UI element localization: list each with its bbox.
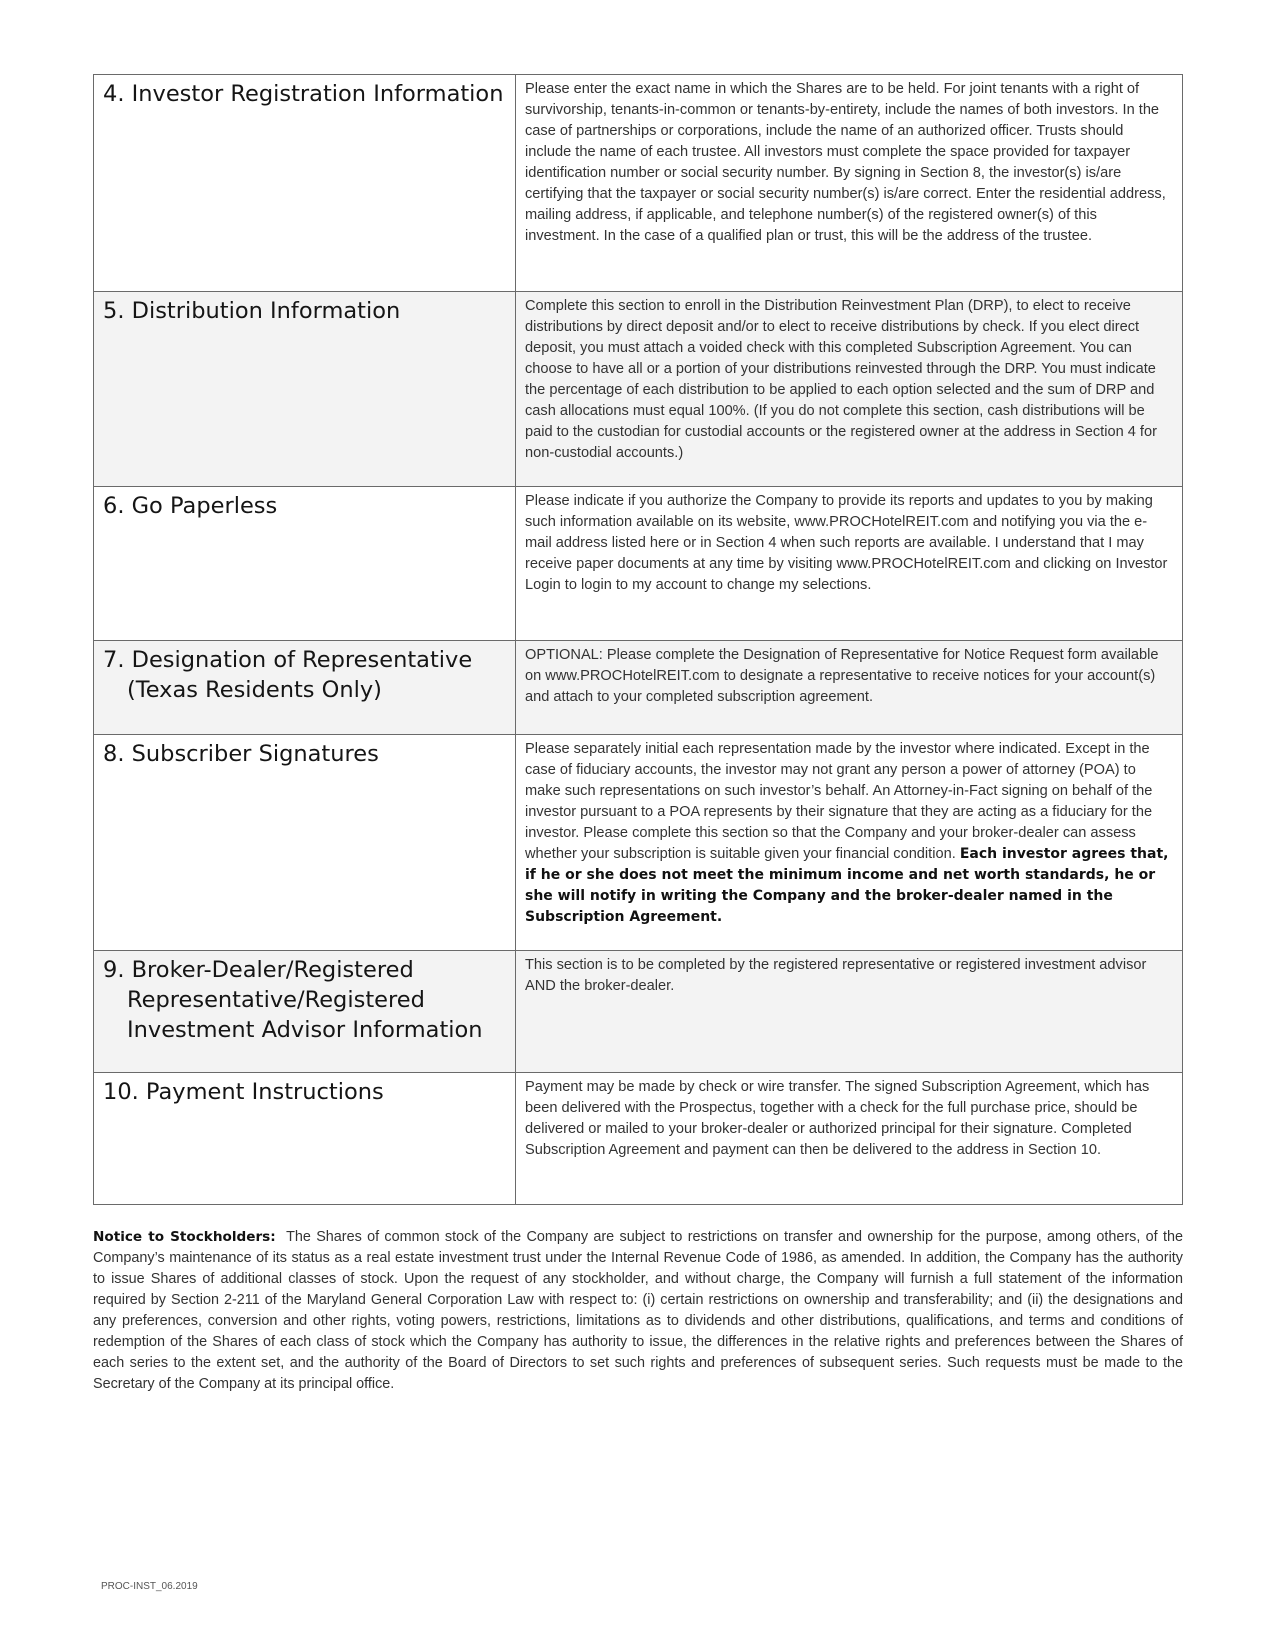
section-row-8 bbox=[94, 735, 1183, 951]
section-row-7 bbox=[94, 641, 1183, 735]
section-description: Please enter the exact name in which the Shares are to be held. For joint tenants with a right of survivorship, tenants-in-common or tenants-by-entirety, include the names of both investors. In the case of partnerships or corporations, include the name of an authorized officer. Trusts should include the name of each trustee. All investors must complete the space provided for taxpayer identification number or social security number. By signing in Section 8, the investor(s) is/are certifying that the taxpayer or social security number(s) is/are correct. Enter the residential address, mailing address, if applicable, and telephone number(s) of the registered owner(s) of this investment. In the case of a qualified plan or trust, this will be the address of the trustee. bbox=[516, 75, 1183, 292]
section-description: Please indicate if you authorize the Company to provide its reports and updates to you by making such information available on its website, www.PROCHotelREIT.com and notifying you via the e-mail address listed here or in Section 4 when such reports are available. I understand that I may receive paper documents at any time by visiting www.PROCHotelREIT.com and clicking on Investor Login to login to my account to change my selections. bbox=[516, 487, 1183, 641]
section-heading-cell bbox=[94, 75, 516, 292]
section-description-text: Please separately initial each representation made by the investor where indicated. Except in the case of fiduciary accounts, the investor may not grant any person a power of attorney (POA) to make such representations on such investor’s behalf. An Attorney-in-Fact signing on behalf of the investor pursuant to a POA represents by their signature that they are acting as a fiduciary for the investor. Please complete this section so that the Company and your broker-dealer can assess whether your subscription is suitable given your financial condition. bbox=[525, 741, 1153, 862]
section-description: This section is to be completed by the registered representative or registered investment advisor AND the broker-dealer. bbox=[516, 951, 1183, 1073]
section-row-6 bbox=[94, 487, 1183, 641]
section-row-5 bbox=[94, 292, 1183, 487]
section-heading: 4. Investor Registration Information bbox=[103, 81, 504, 107]
section-description-bold: Each investor agrees that, if he or she does not meet the minimum income and net worth standards, he or she will notify in writing the Company and the broker-dealer named in the Subscription Agreement. bbox=[525, 846, 1169, 925]
section-heading-cell bbox=[94, 1073, 516, 1205]
section-heading-cell bbox=[94, 641, 516, 735]
section-heading-cell bbox=[94, 487, 516, 641]
section-heading: 9. Broker-Dealer/Registered Representative/Registered Investment Advisor Information bbox=[103, 957, 483, 1043]
notice-label: Notice to Stockholders: bbox=[93, 1229, 276, 1245]
section-heading-cell bbox=[94, 951, 516, 1073]
section-description: OPTIONAL: Please complete the Designation of Representative for Notice Request form available on www.PROCHotelREIT.com to designate a representative to receive notices for your account(s) and attach to your completed subscription agreement. bbox=[516, 641, 1183, 735]
section-row-9 bbox=[94, 951, 1183, 1073]
section-heading: 6. Go Paperless bbox=[103, 493, 278, 519]
section-description: Payment may be made by check or wire transfer. The signed Subscription Agreement, which has been delivered with the Prospectus, together with a check for the full purchase price, should be delivered or mailed to your broker-dealer or authorized principal for their signature. Completed Subscription Agreement and payment can then be delivered to the address in Section 10. bbox=[516, 1073, 1183, 1205]
section-row-10 bbox=[94, 1073, 1183, 1205]
section-description: Complete this section to enroll in the Distribution Reinvestment Plan (DRP), to elect to receive distributions by direct deposit and/or to elect to receive distributions by check. If you elect direct deposit, you must attach a voided check with this completed Subscription Agreement. You can choose to have all or a portion of your distributions reinvested through the DRP. You must indicate the percentage of each distribution to be applied to each option selected and the sum of DRP and cash allocations must equal 100%. (If you do not complete this section, cash distributions will be paid to the custodian for custodial accounts or the registered owner at the address in Section 4 for non-custodial accounts.) bbox=[516, 292, 1183, 487]
section-heading: 7. Designation of Representative (Texas Residents Only) bbox=[103, 647, 473, 703]
section-heading-cell bbox=[94, 735, 516, 951]
section-heading: 10. Payment Instructions bbox=[103, 1079, 384, 1105]
notice-to-stockholders bbox=[93, 1227, 1183, 1395]
section-description bbox=[516, 735, 1183, 951]
instructions-table bbox=[93, 74, 1183, 1205]
form-code: PROC-INST_06.2019 bbox=[101, 1581, 198, 1592]
section-heading: 5. Distribution Information bbox=[103, 298, 401, 324]
notice-text: The Shares of common stock of the Company are subject to restrictions on transfer and ownership for the purpose, among others, of the Company’s maintenance of its status as a real estate investment trust under the Internal Revenue Code of 1986, as amended. In addition, the Company has the authority to issue Shares of additional classes of stock. Upon the request of any stockholder, and without charge, the Company will furnish a full statement of the information required by Section 2-211 of the Maryland General Corporation Law with respect to: (i) certain restrictions on ownership and transferability; and (ii) the designations and any preferences, conversion and other rights, voting powers, restrictions, limitations as to dividends and other distributions, qualifications, and terms and conditions of redemption of the Shares of each class of stock which the Company has authority to issue, the differences in the relative rights and preferences between the Shares of each series to the extent set, and the authority of the Board of Directors to set such rights and preferences of subsequent series. Such requests must be made to the Secretary of the Company at its principal office. bbox=[93, 1229, 1183, 1392]
section-heading: 8. Subscriber Signatures bbox=[103, 741, 379, 767]
section-heading-cell bbox=[94, 292, 516, 487]
section-row-4 bbox=[94, 75, 1183, 292]
